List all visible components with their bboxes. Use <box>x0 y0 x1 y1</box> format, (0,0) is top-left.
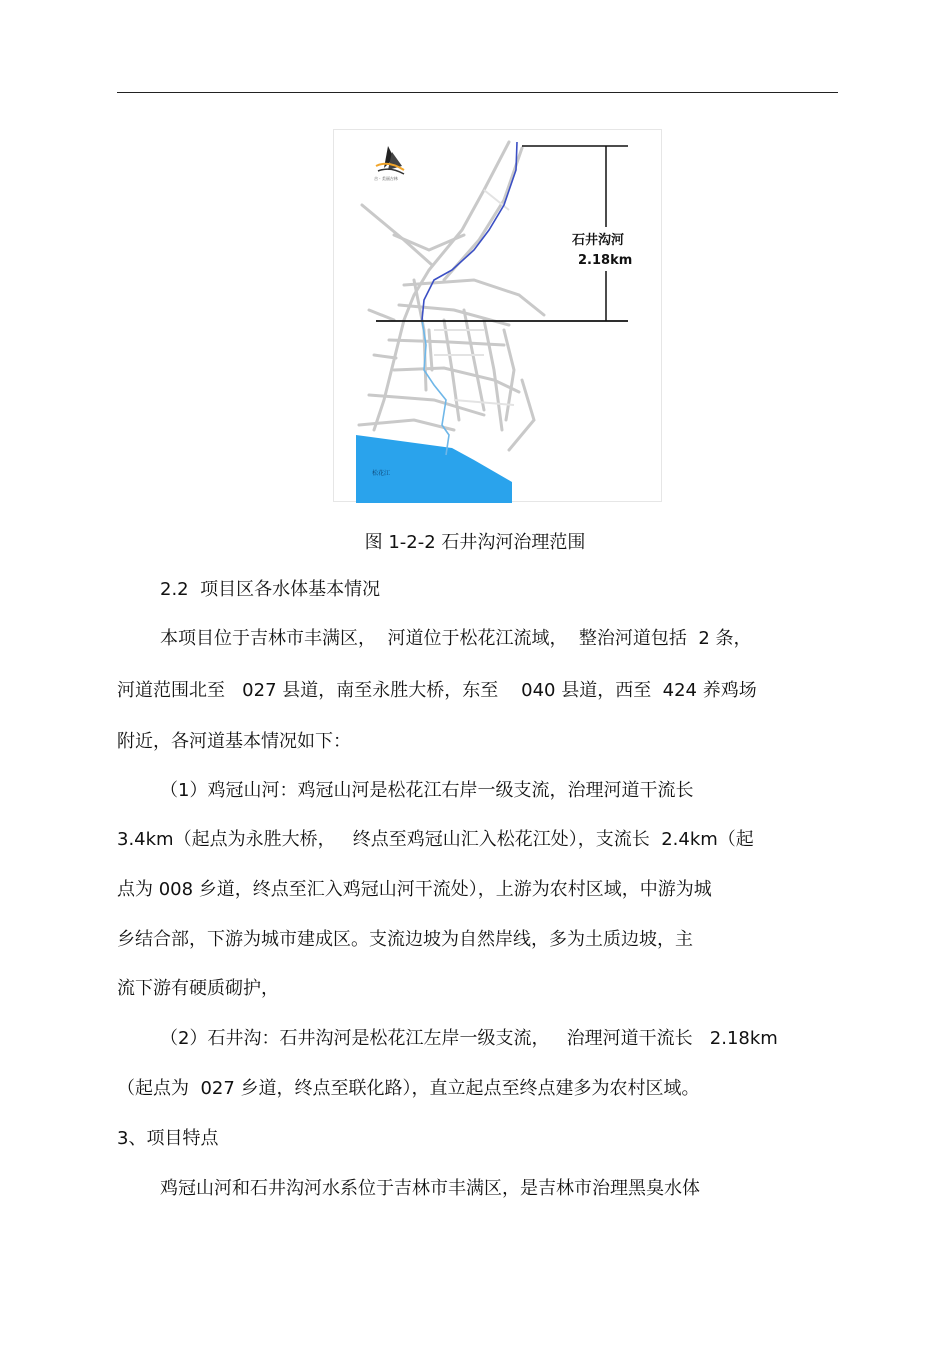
lake-label: 松花江 <box>372 470 391 477</box>
paragraph-line: 点为 008 乡道，终点至汇入鸡冠山河干流处），上游为农村区域，中游为城 <box>117 879 712 900</box>
paragraph-line: 附近，各河道基本情况如下： <box>117 731 351 752</box>
logo-caption: 吉 · 美丽吉林 <box>374 176 398 181</box>
paragraph-line: （2）石井沟：石井沟河是松花江左岸一级支流， 治理河道干流长 2.18km <box>160 1028 778 1049</box>
paragraph-line: 流下游有硬质砌护， <box>117 978 279 999</box>
lake <box>356 435 512 503</box>
paragraph-line: 乡结合部，下游为城市建成区。支流边坡为自然岸线，多为土质边坡，主 <box>117 929 693 950</box>
road-network <box>359 142 544 450</box>
paragraph-line: 鸡冠山河和石井沟河水系位于吉林市丰满区，是吉林市治理黑臭水体 <box>160 1178 700 1199</box>
river-name-label: 石井沟河 <box>572 233 625 248</box>
section-heading-3: 3、项目特点 <box>117 1128 219 1149</box>
paragraph-line: 河道范围北至 027 县道，南至永胜大桥，东至 040 县道，西至 424 养鸡场 <box>117 680 757 701</box>
paragraph-line: 本项目位于吉林市丰满区， 河道位于松花江流域， 整治河道包括 2 条， <box>160 628 752 649</box>
map-figure <box>333 129 662 502</box>
header-rule <box>117 92 838 93</box>
river-length-label: 2.18km <box>578 253 633 268</box>
logo <box>374 146 404 181</box>
paragraph-line: 3.4km（起点为永胜大桥， 终点至鸡冠山汇入松花江处），支流长 2.4km（起 <box>117 829 754 850</box>
paragraph-line: （1）鸡冠山河：鸡冠山河是松花江右岸一级支流，治理河道干流长 <box>160 780 694 801</box>
paragraph-line: （起点为 027 乡道，终点至联化路），直立起点至终点建多为农村区域。 <box>117 1078 700 1099</box>
shijinggou-river <box>422 142 517 320</box>
figure-caption: 图 1-2-2 石井沟河治理范围 <box>364 532 586 553</box>
minor-roads <box>434 190 514 405</box>
section-heading-2-2: 2.2 项目区各水体基本情况 <box>160 579 381 600</box>
map-svg <box>334 130 663 503</box>
